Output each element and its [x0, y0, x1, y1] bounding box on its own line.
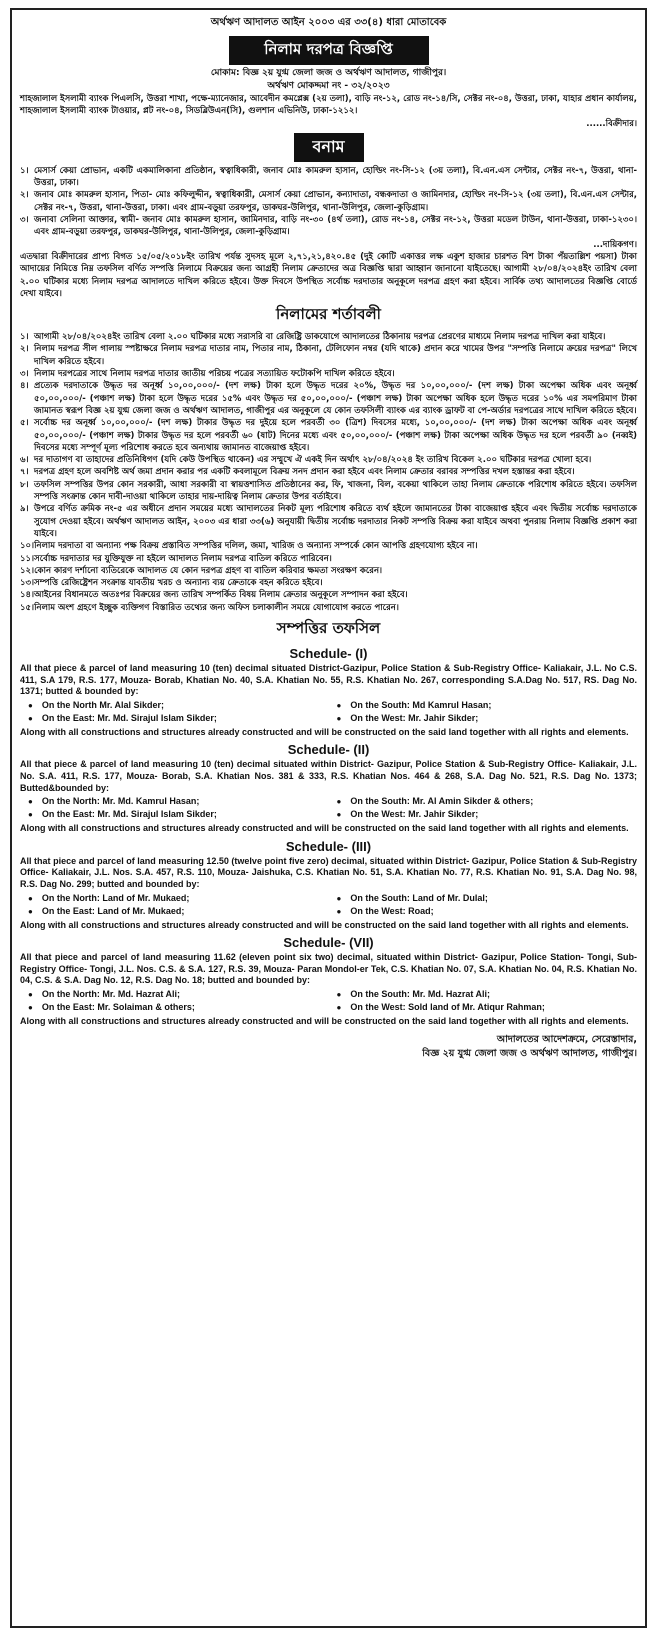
schedule-description: All that piece and parcel of land measuring 12.50 (twelve point five zero) decimal, situated within District- Gazipur, Police Station & Sub-Registry Office- Kaliakair, J.L. Nos. S.A. 457, R.S. 110, Mouza- Jaishuka, C.S. Khatian No. 51, S.A. Khatian No. 77, R.S. Khatian No. 91, S.A. Dag No. 98, R.S. Dag No. 299; butted and bounded by: [20, 855, 637, 889]
schedule-title: Schedule- (II) [287, 742, 370, 758]
term-item: ১২। কোন কারণ দর্শানো ব্যতিরেকে আদালত যে কোন দরপত্র গ্রহণ বা বাতিল করিবার ক্ষমতা সংরক্ষণ করেন। [20, 565, 383, 576]
boundary-south: ● On the South: Md Kamrul Hasan; [337, 699, 638, 712]
term-item: ৯। উপরে বর্ণিত ক্রমিক নং-৫ এর অধীনে প্রদান সময়ের মধ্যে আদালতের নিকট মূল্য পরিশোধ করিতে ব্যর্থ হইলে জামানতের টাকা বাজেয়াপ্ত হইবে এবং দ্বিতীয় সর্বোচ্চ দরদাতাকে সুযোগ দেওয়া হইবে। অর্থঋণ আদালত আইন, ২০০৩ এর ধারা ৩৩(৬) অনুযায়ী দ্বিতীয় সর্বোচ্চ দরদাতার নিকট সম্পত্তি বিক্রয় করা যাইবে অথবা পুনরায় নিলাম বিজ্ঞপ্তি প্রকাশ করা যাইবে। [20, 504, 637, 539]
schedule-boundaries [28, 699, 637, 725]
term-item: ৩। নিলাম দরপত্রের সাথে নিলাম দরপত্র দাতার জাতীয় পরিচয় পত্রের সত্যায়িত ফটোকপি দাখিল করিতে হইবে। [20, 369, 395, 380]
boundary-east: ● On the East: Mr. Md. Sirajul Islam Sikder; [28, 712, 329, 725]
schedule-block [20, 742, 637, 834]
signature-line-2: বিজ্ঞ ২য় যুগ্ম জেলা জজ ও অর্থঋণ আদালত, গাজীপুর। [422, 1048, 637, 1060]
terms-list [20, 331, 637, 614]
term-item: ৭। দরপত্র গ্রহণ হলে অবশিষ্ট অর্থ জমা প্রদান করার পর একটি কবলামূলে বিক্রয় সনদ প্রদান করা হইবে এবং নিলাম ক্রেতার বরাবর সম্পত্তির দখল হস্তান্তর করা হইবে। [20, 467, 575, 478]
defendants-tag: ...দায়িকগণ। [593, 239, 637, 250]
schedule-boundaries [28, 988, 637, 1014]
schedule-boundaries [28, 892, 637, 918]
law-reference: অর্থঋণ আদালত আইন ২০০৩ এর ৩৩(৪) ধারা মোতাবেক [210, 17, 447, 28]
term-item: ৫। সর্বোচ্চ দর অনূর্ধ্ব ১০,০০,০০০/- (দশ লক্ষ) টাকার উদ্ধৃত দর দুইয়ে হলে পরবর্তী ৩০ (ত্রিশ) দিবসের মধ্যে, ১০,০০,০০০/- (দশ লক্ষ) টাকা অপেক্ষা অধিক এবং অনূর্ধ্ব ৫০,০০,০০০/- (পঞ্চাশ লক্ষ) টাকার উদ্ধৃত দর হলে পরবর্তী ৬০ (ষাট) দিনের মধ্যে এবং ৫০,০০,০০০/- (পঞ্চাশ লক্ষ) টাকা অপেক্ষা অধিক উদ্ধৃত দর হলে পরবর্তী ৯০ (নব্বই) দিবসের মধ্যে সম্পূর্ণ মূল্য পরিশোধ করতে হবে অন্যথায় জামানত বাজেয়াপ্ত হইবে। [20, 418, 637, 453]
schedule-title: Schedule- (I) [289, 645, 368, 661]
schedule-closing: Along with all constructions and structures already constructed and will be constructed on the said land together with all rights and elements. [20, 919, 629, 930]
signature-line-1: আদালতের আদেশক্রমে, সেরেস্তাদার, [496, 1034, 637, 1046]
schedule-closing: Along with all constructions and structures already constructed and will be constructed on the said land together with all rights and elements. [20, 1015, 629, 1026]
term-item: ১৫। নিলাম অংশ গ্রহণে ইচ্ছুক ব্যক্তিগণ বিস্তারিত তথ্যের জন্য অফিস চলাকালীন সময়ে যোগাযোগ করতে পারেন। [20, 602, 399, 613]
boundary-north: ● On the North: Mr. Md. Hazrat Ali; [28, 988, 329, 1001]
schedule-closing: Along with all constructions and structures already constructed and will be constructed on the said land together with all rights and elements. [20, 823, 629, 834]
plaintiff-details: শাহজালাল ইসলামী ব্যাংক পিএলসি, উত্তরা শাখা, পক্ষে-ম্যানেজার, আবেদীন কমপ্লেক্স (২য় তলা), বাড়ি নং-১২, রোড নং-১৪/সি, সেক্টর নং-০৪, উত্তরা, ঢাকা, যাহার প্রধান কার্যালয়, শাহজালাল ইসলামী ব্যাংক টাওয়ার, প্লট নং-০৪, সিডব্লিউএন(সি), গুলশান এভিনিউ, ঢাকা-১২১২। [20, 94, 637, 117]
boundary-north: ● On the North: Land of Mr. Mukaed; [28, 892, 329, 905]
notice-title: নিলাম দরপত্র বিজ্ঞপ্তি [229, 36, 429, 65]
boundary-east: ● On the East: Mr. Solaiman & others; [28, 1001, 329, 1014]
term-item: ১১। সর্বোচ্চ দরদাতার দর যুক্তিযুক্ত না হইলে আদালত নিলাম দরপত্র বাতিল করিতে পারিবেন। [20, 553, 332, 564]
schedule-title: Schedule- (III) [285, 838, 372, 854]
schedule-boundaries [28, 795, 637, 821]
schedule-description: All that piece & parcel of land measuring 10 (ten) decimal situated within District- Gazipur, Police Station & Sub-Registry Office- Kaliakair, J.L. No. S.A. 411, R.S. 177, Mouza- Borab, S.A. Khatian Nos. 381 & 333, R.S. Khatian Nos. 464 & 268, S.A. Dag No. 521, R.S. Dag No. 1373; Butted&bounded by: [20, 759, 637, 793]
term-item: ৪। প্রত্যেক দরদাতাকে উদ্ধৃত দর অনূর্ধ্ব ১০,০০,০০০/- (দশ লক্ষ) টাকা হলে উদ্ধৃত দরের ২০%, উদ্ধৃত দর ১০,০০,০০০/- (দশ লক্ষ) টাকা অপেক্ষা অধিক এবং অনূর্ধ্ব ৫০,০০,০০০/- (পঞ্চাশ লক্ষ) টাকা হলে উদ্ধৃত দরের ১৫% এবং উদ্ধৃত দর ৫০,০০,০০০/- (পঞ্চাশ লক্ষ) টাকা অপেক্ষা অধিক হলে উদ্ধৃত দরের ১০% এর সমপরিমাণ টাকা জামানত স্বরূপ বিজ্ঞ ২য় যুগ্ম জেলা জজ ও অর্থঋণ আদালত, গাজীপুর এর অনুকূলে যে কোন তফসিলী ব্যাংক এর ব্যাংক ড্রাফট বা পে-অর্ডার দরপত্রের সাথে দাখিল করিতে হইবে। [20, 381, 637, 416]
term-item: ১০। নিলাম দরদাতা বা অন্যান্য পক্ষ বিক্রয় প্রস্তাবিত সম্পত্তির দলিল, জমা, খারিজ ও অন্যান্য সম্পর্কে কোন আপত্তি গ্রহণযোগ্য হইবে না। [20, 541, 478, 552]
intro-paragraph: এতদ্বারা বিক্রীদারের প্রাপ্য বিগত ১৫/০৫/২০১৮ইং তারিখ পর্যন্ত সুদসহ মূলে ২,৭১,২১,৪২০.৪৫ (দুই কোটি একাত্তর লক্ষ একুশ হাজার চারশত বিশ টাকা পঁয়তাল্লিশ পয়সা) টাকা আদায়ের নিমিত্তে নিম্ন তফসিল বর্ণিত সম্পত্তি নিলামে বিক্রয়ের জন্য আগ্রহী নিলাম ক্রেতাদের অত্র বিজ্ঞপ্তি দ্বারা আহ্বান জানানো যাইতেছে। আগামী ২৮/০৪/২০২৪ইং তারিখ বেলা ২.০০ ঘটিকার মধ্যে নিলাম দরপত্র আদালতে দাখিল করিতে হইবে। উক্ত দিবসে উপস্থিত সর্বোচ্চ দরদাতার অনুকূলে দরপত্র গ্রহণ করা হইবে। সার্বিক তথ্য আদালতের বিজ্ঞপ্তি বোর্ডে দেখা যাইবে। [20, 251, 637, 299]
boundary-east: ● On the East: Land of Mr. Mukaed; [28, 905, 329, 918]
defendant-item: ২। জনাব মোঃ কামরুল হাসান, পিতা- মোঃ কফিলুদ্দীন, স্বত্বাধিকারী, মেসার্স কেয়া প্রোভান, কন্যাদাতা, বন্ধকদাতা ও জামিনদার, হোল্ডিং নং-সি-১২ (৩য় তলা), বি.এন.এস সেন্টার, সেক্টর নং-৭, উত্তরা, থানা-উত্তরা, ঢাকা। এবং গ্রাম-বড়ুয়া তরফপুর, ডাকঘর-উলিপুর, থানা-উলিপুর, জেলা-কুড়িগ্রাম। [20, 190, 637, 213]
schedule-description: All that piece and parcel of land measuring 11.62 (eleven point six two) decimal, situated within District- Gazipur, Police Station- Tongi, Sub-Registry Office- Tongi, J.L. Nos. C.S. & S.A. 127, R.S. 39, Mouza- Paran Mondol-er Tek, C.S. Khatian No. 07, S.A. Khatian No. 04, R.S. Khatian No. 04, C.S. & S.A. Dag No. 12, R.S. Dag No. 18; butted and bounded by: [20, 952, 637, 986]
boundary-south: ● On the South: Mr. Al Amin Sikder & others; [337, 795, 638, 808]
schedule-description: All that piece & parcel of land measuring 10 (ten) decimal situated District-Gazipur, Police Station & Sub-Registry Office- Kaliakair, J.L. No C.S. 411, S.A 179, R.S. 177, Mouza- Borab, Khatian No. 40, S.A. Khatian No. 55, R.S. Khatian No. 267, corresponding S.A.Dag No. 517, RS. Dag No. 1371; butted & bounded by: [20, 662, 637, 697]
term-item: ১। আগামী ২৮/০৪/২০২৪ইং তারিখ বেলা ২.০০ ঘটিকার মধ্যে সরাসরি বা রেজিষ্ট্রি ডাকযোগে আদালতের ঠিকানায় দরপত্র প্রেরণের মাধ্যমে নিলাম দরপত্র দাখিল করা যাইবে। [20, 332, 606, 343]
schedule-title: Schedule- (VII) [283, 935, 374, 951]
boundary-north: ● On the North: Mr. Md. Kamrul Hasan; [28, 795, 329, 808]
schedule-block [20, 646, 637, 738]
term-item: ৮। তফসিল সম্পত্তির উপর কোন সরকারী, আধা সরকারী বা স্বায়ত্তশাসিত প্রতিষ্ঠানের কর, ফি, খাজনা, বিল, বকেয়া থাকিলে তাহা নিলাম ক্রেতাকে পরিশোধ করিতে হইবে। তফসিল সম্পত্তি সংক্রান্ত কোন দাবী-দাওয়া থাকিলে তাহার দায়-দায়িত্ব নিলাম ক্রেতার উপর বর্তাইবে। [20, 479, 637, 503]
boundary-south: ● On the South: Mr. Md. Hazrat Ali; [337, 988, 638, 1001]
signature-block [20, 1033, 637, 1061]
boundary-east: ● On the East: Mr. Md. Sirajul Islam Sikder; [28, 808, 329, 821]
schedule-block [20, 935, 637, 1027]
term-item: ১৩। সম্পত্তি রেজিষ্ট্রেশন সংক্রান্ত যাবতীয় খরচ ও অন্যান্য ব্যয় ক্রেতাকে বহন করিতে হইবে। [20, 578, 323, 589]
schedule-closing: Along with all constructions and structures already constructed and will be constructed on the said land together with all rights and elements. [20, 726, 629, 737]
term-item: ৬। দর দাতাগণ বা তাহাদের প্রতিনিধিগণ (যদি কেউ উপস্থিত থাকেন) এর সম্মুখে ঐ একই দিন অর্থাৎ ২৮/০৪/২০২৪ ইং তারিখ বিকেল ২.০০ ঘটিকার দরপত্র খোলা হবে। [20, 455, 592, 466]
boundary-west: ● On the West: Mr. Jahir Sikder; [337, 808, 638, 821]
defendant-item: ৩। জনাবা সেলিনা আক্তার, স্বামী- জনাব মোঃ কামরুল হাসান, জামিনদার, বাড়ি নং-৩০ (৪র্থ তলা), রোড নং-১৪, সেক্টর নং-১২, উত্তরা মডেল টাউন, থানা-উত্তরা, ঢাকা-১২৩০। এবং গ্রাম-বড়ুয়া তরফপুর, ডাকঘর-উলিপুর, থানা-উলিপুর, জেলা-কুড়িগ্রাম। [20, 215, 637, 238]
boundary-west: ● On the West: Road; [337, 905, 638, 918]
boundary-south: ● On the South: Land of Mr. Dulal; [337, 892, 638, 905]
plaintiff-tag: ......বিক্রীদার। [586, 118, 637, 129]
defendants-list [20, 165, 637, 239]
schedule-block [20, 839, 637, 931]
boundary-north: ● On the North Mr. Alal Sikder; [28, 699, 329, 712]
terms-heading: নিলামের শর্তাবলী [276, 305, 381, 324]
versus-label: বনাম [294, 133, 364, 162]
term-item: ১৪। আইনের বিধানমতে অতঃপর বিক্রয়ের জন্য তারিখ সম্পর্কিত বিষয় নিলাম ক্রেতার অনুকূলে সম্পাদন করা হইবে। [20, 590, 408, 601]
term-item: ২। নিলাম দরপত্র সীল গালায় স্পষ্টাক্ষরে নিলাম দরপত্র দাতার নাম, পিতার নাম, ঠিকানা, টেলিফোন নম্বর (যদি থাকে) প্রদান করে খামের উপর "সম্পত্তি নিলামে ক্রয়ের দরপত্র" লিখে দাখিল করিতে হইবে। [20, 344, 637, 367]
court-name: মোকাম: বিজ্ঞ ২য় যুগ্ম জেলা জজ ও অর্থঋণ আদালত, গাজীপুর। [210, 68, 447, 78]
auction-notice [10, 8, 647, 1628]
boundary-west: ● On the West: Mr. Jahir Sikder; [337, 712, 638, 725]
case-number: অর্থঋণ মোকদ্দমা নং - ৩২/২০২৩ [267, 81, 390, 91]
boundary-west: ● On the West: Sold land of Mr. Atiqur Rahman; [337, 1001, 638, 1014]
schedule-heading: সম্পত্তির তফসিল [276, 618, 381, 637]
defendant-item: ১। মেসার্স কেয়া প্রোভান, একটি একমালিকানা প্রতিষ্ঠান, স্বত্বাধিকারী, জনাব মোঃ কামরুল হাসান, হোল্ডিং নং-সি-১২ (৩য় তলা), বি.এন.এস সেন্টার, সেক্টর নং-৭, উত্তরা, থানা-উত্তরা, ঢাকা। [20, 165, 637, 189]
